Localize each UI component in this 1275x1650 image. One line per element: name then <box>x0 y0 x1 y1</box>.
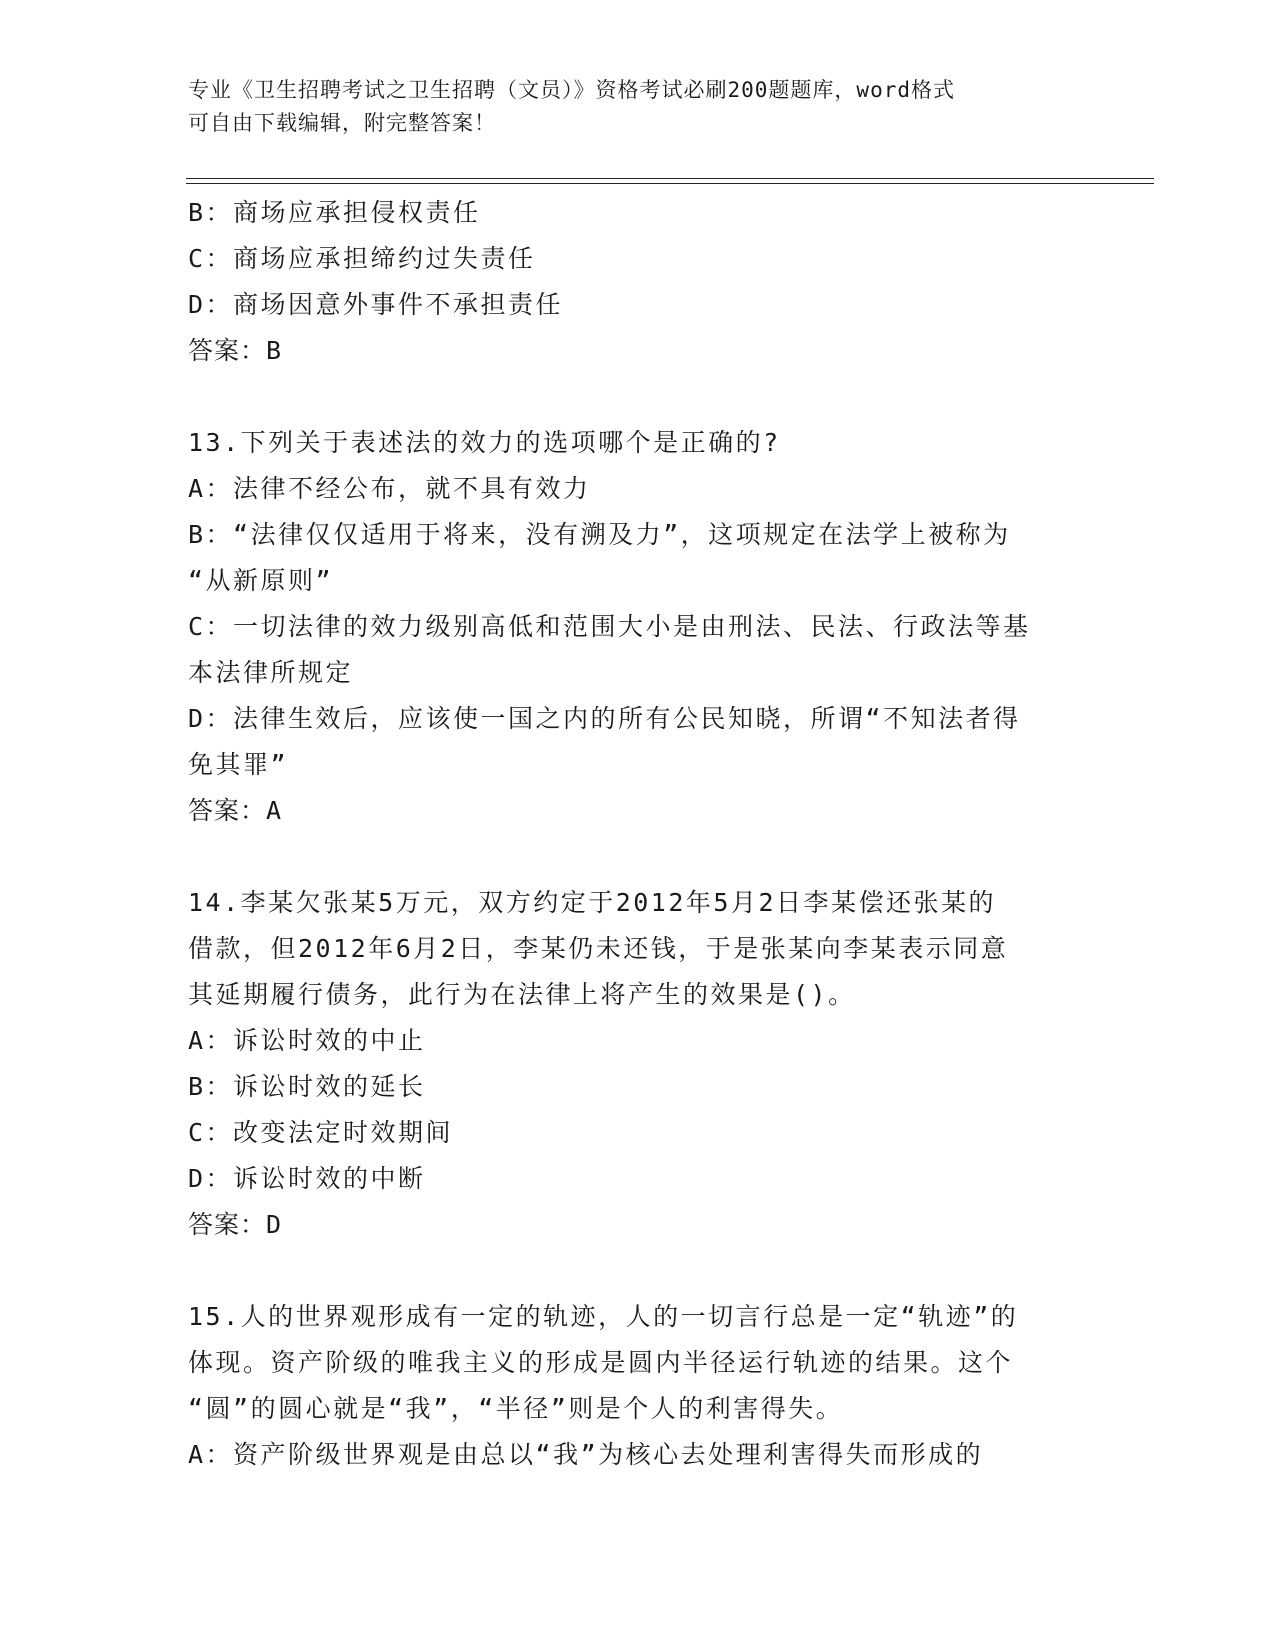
answer: 答案：D <box>188 1210 283 1239</box>
question-stem: 15.人的世界观形成有一定的轨迹，人的一切言行总是一定“轨迹”的 <box>188 1302 1019 1331</box>
question-stem: 体现。资产阶级的唯我主义的形成是圆内半径运行轨迹的结果。这个 <box>188 1348 1014 1377</box>
option-c: C：商场应承担缔约过失责任 <box>188 244 536 273</box>
question-13 <box>188 420 1088 834</box>
question-stem: “圆”的圆心就是“我”，“半径”则是个人的利害得失。 <box>188 1394 844 1423</box>
spacer <box>188 1248 1088 1294</box>
option-b: B：“法律仅仅适用于将来，没有溯及力”，这项规定在法学上被称为 <box>188 520 1011 549</box>
header-divider-bottom <box>186 183 1154 184</box>
option-c: C：一切法律的效力级别高低和范围大小是由刑法、民法、行政法等基 <box>188 612 1031 641</box>
option-a: A：诉讼时效的中止 <box>188 1026 426 1055</box>
option-d: D：法律生效后，应该使一国之内的所有公民知晓，所谓“不知法者得 <box>188 704 1021 733</box>
option-d: D：诉讼时效的中断 <box>188 1164 426 1193</box>
question-12 <box>188 190 1088 374</box>
spacer <box>188 834 1088 880</box>
question-15 <box>188 1294 1088 1478</box>
header-line-1: 专业《卫生招聘考试之卫生招聘（文员）》资格考试必刷200题题库，word格式 <box>188 78 955 102</box>
option-b: B：诉讼时效的延长 <box>188 1072 426 1101</box>
option-c-continued: 本法律所规定 <box>188 658 354 687</box>
option-d-continued: 免其罪” <box>188 750 289 779</box>
option-a: A：资产阶级世界观是由总以“我”为核心去处理利害得失而形成的 <box>188 1440 984 1469</box>
header-line-2: 可自由下载编辑，附完整答案！ <box>188 111 496 135</box>
answer: 答案：A <box>188 796 283 825</box>
question-stem: 借款，但2012年6月2日，李某仍未还钱，于是张某向李某表示同意 <box>188 934 1009 963</box>
question-stem: 其延期履行债务，此行为在法律上将产生的效果是()。 <box>188 980 856 1009</box>
spacer <box>188 374 1088 420</box>
question-stem: 14.李某欠张某5万元，双方约定于2012年5月2日李某偿还张某的 <box>188 888 997 917</box>
question-14 <box>188 880 1088 1248</box>
question-stem: 13.下列关于表述法的效力的选项哪个是正确的? <box>188 428 781 457</box>
option-a: A：法律不经公布，就不具有效力 <box>188 474 591 503</box>
option-d: D：商场因意外事件不承担责任 <box>188 290 564 319</box>
option-c: C：改变法定时效期间 <box>188 1118 454 1147</box>
answer: 答案：B <box>188 336 283 365</box>
option-b-continued: “从新原则” <box>188 566 334 595</box>
option-b: B：商场应承担侵权责任 <box>188 198 481 227</box>
question-list <box>188 190 1088 1478</box>
header-divider-top <box>186 178 1154 179</box>
document-header <box>188 74 1068 140</box>
